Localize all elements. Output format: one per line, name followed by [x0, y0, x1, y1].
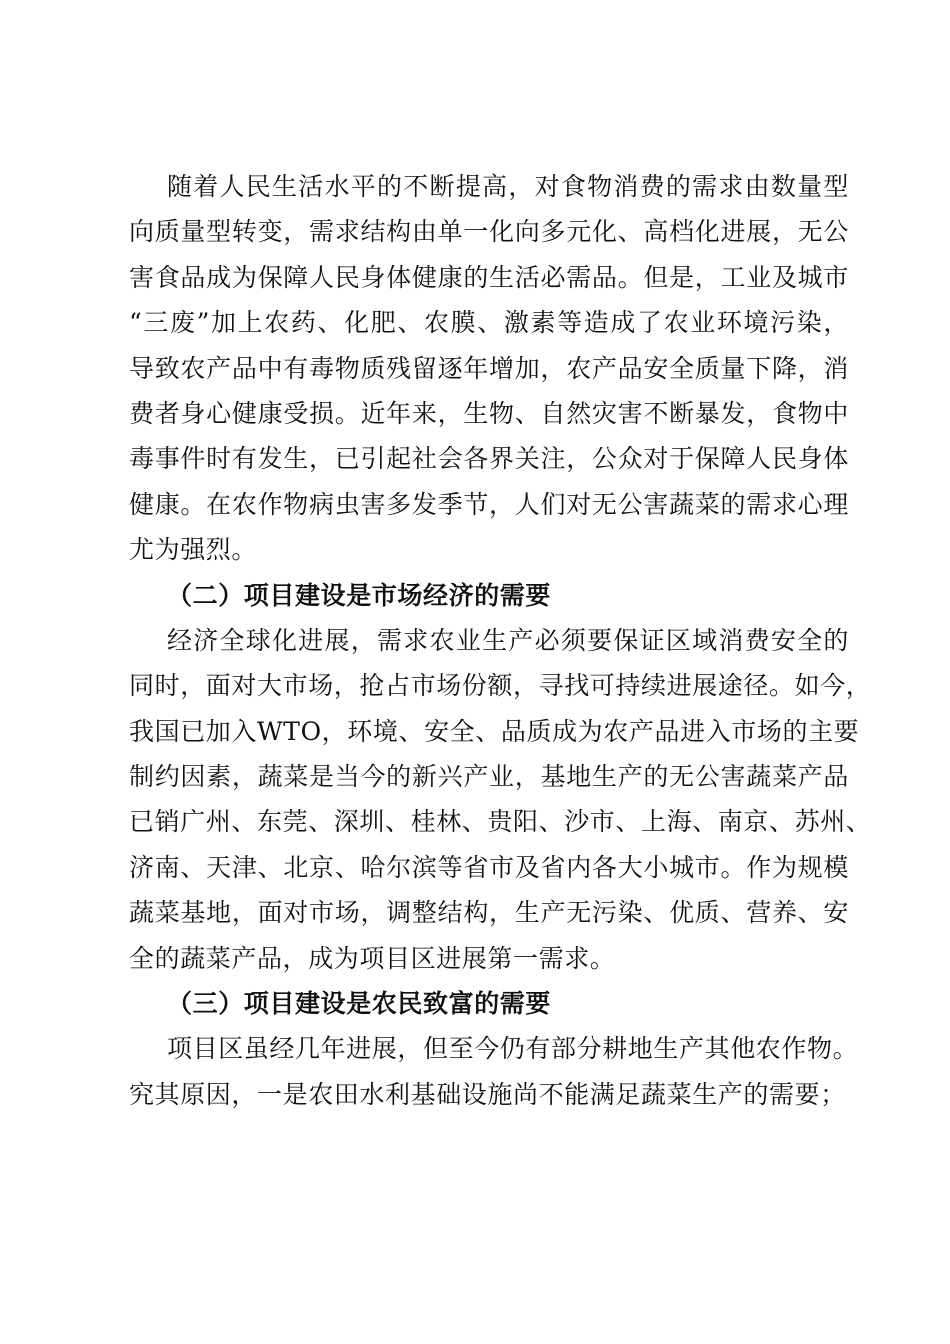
paragraph-market-economy: [129, 618, 872, 981]
paragraph-line: 尤为强烈。: [129, 535, 258, 565]
paragraph-line: 费者身心健康受损。近年来，生物、自然灾害不断暴发，食物中: [129, 398, 849, 428]
paragraph-line: 健康。在农作物病虫害多发季节，人们对无公害蔬菜的需求心理: [129, 489, 849, 519]
paragraph-line: 究其原因，一是农田水利基础设施尚不能满足蔬菜生产的需要；: [129, 1079, 846, 1109]
paragraph-line: 蔬菜基地，面对市场，调整结构，生产无污染、优质、营养、安: [129, 898, 849, 928]
paragraph-consumer-demand: [129, 164, 849, 573]
section-heading-market-economy: （二）项目建设是市场经济的需要: [167, 580, 552, 610]
paragraph-line: 我国已加入WTO，环境、安全、品质成为农产品进入市场的主要: [129, 716, 860, 746]
paragraph-line: 已销广州、东莞、深圳、桂林、贵阳、沙市、上海、南京、苏州、: [129, 807, 872, 837]
paragraph-line: 害食品成为保障人民身体健康的生活必需品。但是，工业及城市: [129, 262, 849, 292]
paragraph-line: 制约因素，蔬菜是当今的新兴产业，基地生产的无公害蔬菜产品: [129, 762, 849, 792]
paragraph-line: 济南、天津、北京、哈尔滨等省市及省内各大小城市。作为规模: [129, 852, 849, 882]
paragraph-line: 向质量型转变，需求结构由单一化向多元化、高档化进展，无公: [129, 217, 849, 247]
document-body: [129, 164, 872, 1117]
paragraph-line: “三废”加上农药、化肥、农膜、激素等造成了农业环境污染，: [129, 308, 849, 338]
paragraph-line: 随着人民生活水平的不断提高，对食物消费的需求由数量型: [167, 172, 849, 201]
paragraph-farmer-income: [129, 1026, 859, 1117]
paragraph-line: 导致农产品中有毒物质残留逐年增加，农产品安全质量下降，消: [129, 353, 849, 383]
paragraph-line: 经济全球化进展，需求农业生产必须要保证区域消费安全的: [167, 625, 849, 655]
paragraph-line: 毒事件时有发生，已引起社会各界关注，公众对于保障人民身体: [129, 444, 849, 474]
paragraph-line: 同时，面对大市场，抢占市场份额，寻找可持续进展途径。如今，: [129, 671, 872, 701]
paragraph-line: 项目区虽经几年进展，但至今仍有部分耕地生产其他农作物。: [167, 1034, 859, 1064]
section-heading-farmer-income: （三）项目建设是农民致富的需要: [167, 989, 552, 1019]
paragraph-line: 全的蔬菜产品，成为项目区进展第一需求。: [129, 943, 616, 973]
